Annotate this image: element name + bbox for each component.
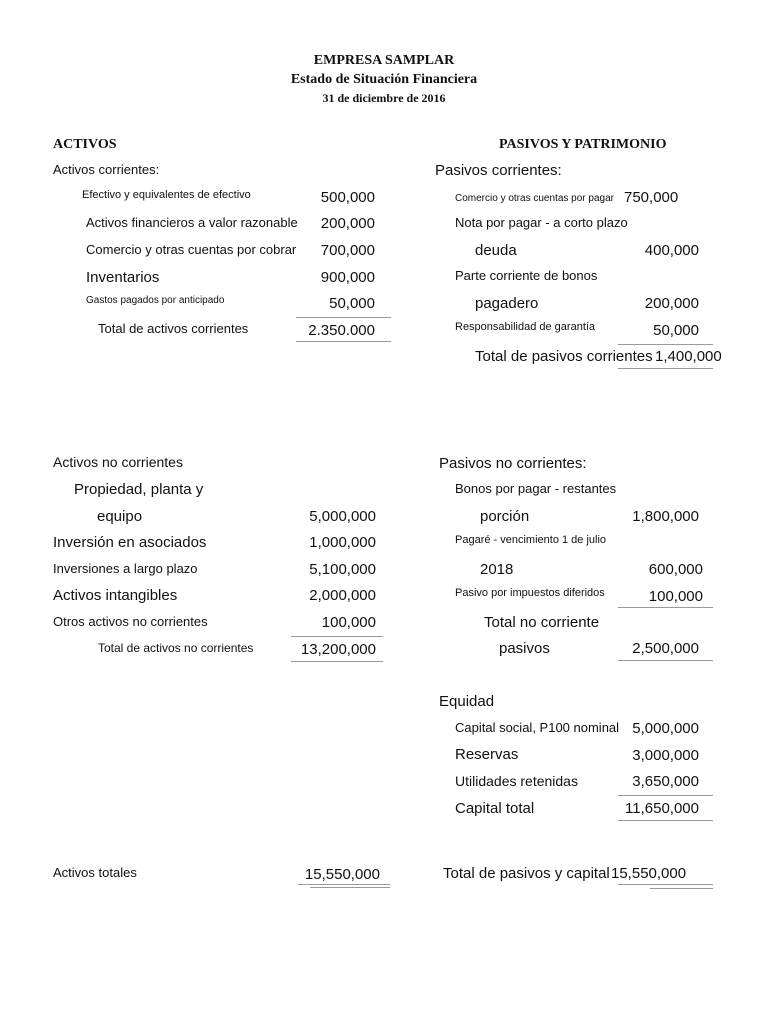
asset-label-ppe-cont: equipo [97,508,143,525]
asset-label-cash: Efectivo y equivalentes de efectivo [82,189,251,201]
equity-label-retained: Utilidades retenidas [455,773,578,789]
liability-value-trade: 750,000 [624,189,679,206]
asset-value-intangibles: 2,000,000 [309,587,376,604]
liability-label-warranty: Responsabilidad de garantía [455,321,596,333]
liability-value-note: 400,000 [644,242,699,259]
underline [618,884,713,885]
assets-heading: ACTIVOS [53,137,117,152]
liability-value-promissory: 600,000 [648,561,703,578]
total-liabilities-equity-label: Total de pasivos y capital [443,865,610,882]
liability-value-ltbonds: 1,800,000 [632,508,699,525]
liability-value-bonds: 200,000 [644,295,699,312]
asset-label-inventory: Inventarios [86,269,160,286]
liability-label-bonds: Parte corriente de bonos [455,268,598,283]
double-underline [650,888,713,889]
total-assets-label: Activos totales [53,865,137,880]
asset-value-financial: 200,000 [320,215,375,232]
liability-label-note: Nota por pagar - a corto plazo [455,215,628,230]
underline [618,368,713,369]
asset-label-prepaid: Gastos pagados por anticipado [86,295,225,306]
liability-label-trade: Comercio y otras cuentas por pagar [455,193,614,204]
liability-label-deferred: Pasivo por impuestos diferidos [455,587,605,599]
asset-value-associates: 1,000,000 [309,534,376,551]
underline [618,344,713,345]
total-equity-value: 11,650,000 [625,800,699,817]
liability-label-ltbonds-cont: porción [480,508,530,525]
total-noncurrent-assets-label: Total de activos no corrientes [98,641,254,655]
double-underline [310,887,390,888]
total-current-liabilities-label: Total de pasivos corrientes [475,348,653,365]
underline [618,607,713,608]
noncurrent-liabilities-title: Pasivos no corrientes: [439,455,587,472]
total-noncurrent-liabilities-label-cont: pasivos [499,640,550,657]
underline [291,636,383,637]
asset-value-other: 100,000 [321,614,376,631]
asset-value-longterm: 5,100,000 [309,561,376,578]
total-noncurrent-liabilities-value: 2,500,000 [632,640,699,657]
total-liabilities-equity-value: 15,550,000 [611,865,687,882]
asset-value-prepaid: 50,000 [329,295,375,312]
underline [618,660,713,661]
asset-label-intangibles: Activos intangibles [53,587,178,604]
statement-date: 31 de diciembre de 2016 [322,91,446,105]
current-liabilities-title: Pasivos corrientes: [435,162,562,179]
underline [618,795,713,796]
liability-label-bonds-cont: pagadero [475,295,539,312]
asset-label-other: Otros activos no corrientes [53,614,208,629]
asset-value-cash: 500,000 [320,189,375,206]
equity-title: Equidad [439,693,495,710]
equity-value-retained: 3,650,000 [632,773,699,790]
total-noncurrent-liabilities-label: Total no corriente [484,614,600,631]
underline [291,661,383,662]
asset-label-receivables: Comercio y otras cuentas por cobrar [86,242,297,257]
underline [298,884,390,885]
total-current-assets-value: 2.350.000 [308,322,375,339]
noncurrent-assets-title: Activos no corrientes [53,454,183,470]
liability-label-note-cont: deuda [475,242,517,259]
current-assets-title: Activos corrientes: [53,162,160,177]
liabilities-heading: PASIVOS Y PATRIMONIO [499,137,667,152]
asset-label-ppe: Propiedad, planta y [74,481,204,498]
asset-value-inventory: 900,000 [320,269,375,286]
underline [618,820,713,821]
asset-label-financial: Activos financieros a valor razonable [86,215,298,230]
total-equity-label: Capital total [455,800,535,817]
asset-label-associates: Inversión en asociados [53,534,207,551]
liability-label-promissory-cont: 2018 [480,561,514,578]
company-name: EMPRESA SAMPLAR [313,53,455,68]
liability-label-ltbonds: Bonos por pagar - restantes [455,481,617,496]
asset-value-ppe: 5,000,000 [309,508,376,525]
asset-value-receivables: 700,000 [320,242,375,259]
underline [296,341,391,342]
total-noncurrent-assets-value: 13,200,000 [300,641,376,658]
equity-value-reserves: 3,000,000 [632,747,699,764]
asset-label-longterm: Inversiones a largo plazo [53,561,198,576]
total-current-assets-label: Total de activos corrientes [98,321,249,336]
total-assets-value: 15,550,000 [304,866,380,883]
equity-label-reserves: Reservas [455,746,519,763]
liability-label-promissory: Pagaré - vencimiento 1 de julio [455,534,607,546]
equity-label-capital: Capital social, P100 nominal [455,720,620,735]
underline [296,317,391,318]
liability-value-deferred: 100,000 [648,588,703,605]
total-current-liabilities-value: 1,400,000 [655,348,722,365]
statement-title: Estado de Situación Financiera [290,72,478,87]
equity-value-capital: 5,000,000 [632,720,699,737]
liability-value-warranty: 50,000 [653,322,699,339]
